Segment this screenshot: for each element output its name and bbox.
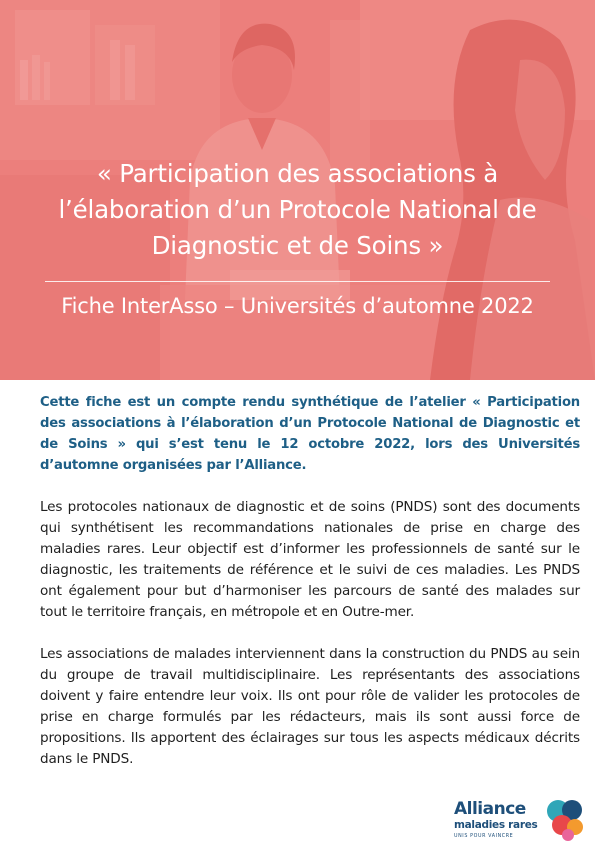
body-paragraph-1: Les protocoles nationaux de diagnostic et de soins (PNDS) sont des documents qui synthétisent les recommandations nationales de prise en charge des maladies rares. Leur objectif est d’informer les professionnels de santé sur le diagnostic, les traitements de référence et le suivi de ces maladies. Les PNDS ont également pour but d’harmoniser les parcours de santé des malades sur tout le territoire français, en métropole et en Outre-mer. xyxy=(40,499,580,620)
document-body xyxy=(40,392,580,770)
alliance-logo xyxy=(454,797,589,847)
logo-mark-icon xyxy=(542,797,588,843)
logo-tagline: UNIS POUR VAINCRE xyxy=(454,834,514,839)
title-line-1: « Participation des associations à xyxy=(96,159,499,188)
title-divider xyxy=(45,281,550,282)
body-paragraph-2: Les associations de malades interviennent dans la construction du PNDS au sein du groupe de travail multidisciplinaire. Les représentants des associations doivent y faire entendre leur voix. Ils ont pour rôle de valider les protocoles de prise en charge formulés par les rédacteurs, mais ils sont aussi force de propositions. Ils apportent des éclairages sur tous les aspects médicaux décrits dans le PNDS. xyxy=(40,646,580,767)
logo-wordmark: Alliance xyxy=(454,799,526,819)
intro-paragraph: Cette fiche est un compte rendu synthétique de l’atelier « Participation des associations à l’élaboration d’un Protocole National de Diagnostic et de Soins » qui s’est tenu le 12 octobre 2022, lors des Universités d’automne organisées par l’Alliance. xyxy=(40,395,580,473)
document-title xyxy=(20,156,575,264)
title-line-2: l’élaboration d’un Protocole National de xyxy=(58,195,537,224)
document-subtitle: Fiche InterAsso – Universités d’automne 2022 xyxy=(61,294,534,318)
hero-banner xyxy=(0,0,595,380)
title-line-3: Diagnostic et de Soins » xyxy=(151,231,444,260)
logo-subtitle: maladies rares xyxy=(454,819,538,831)
